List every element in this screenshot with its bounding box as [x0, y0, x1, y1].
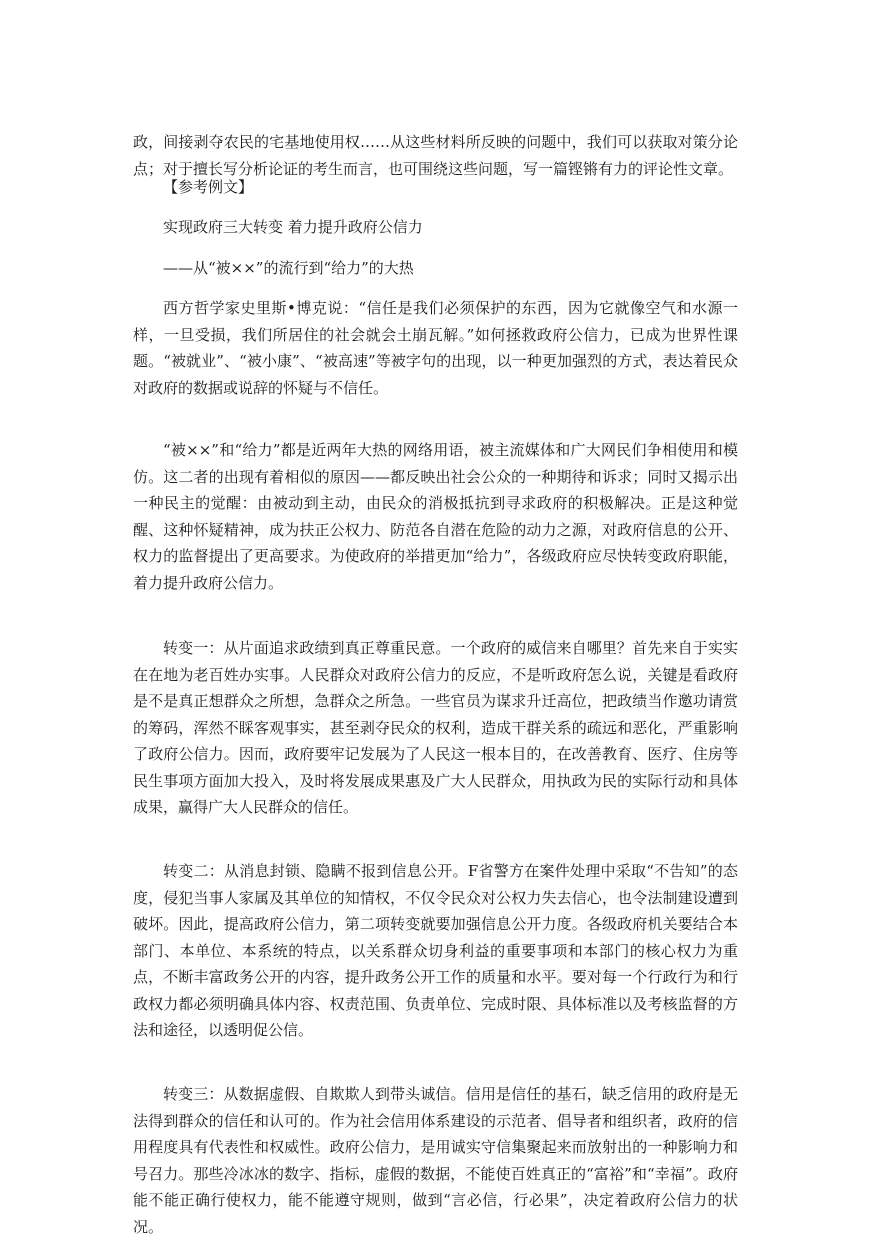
paragraph-change-one: 转变一：从片面追求政绩到真正尊重民意。一个政府的威信来自哪里？首先来自于实实在在地为老百姓办实事。人民群众对政府公信力的反应，不是听政府怎么说，关键是看政府是不是真正想群众之所想，急群众之所急。一些官员为谋求升迁高位，把政绩当作邀功请赏的筹码，浑然不睬客观事实，甚至剥夺民众的权利，造成干群关系的疏远和恶化，严重影响了政府公信力。因而，政府要牢记发展为了人民这一根本目的，在改善教育、医疗、住房等民生事项方面加大投入，及时将发展成果惠及广大人民群众，用执政为民的实际行动和具体成果，赢得广大人民群众的信任。	[133, 639, 738, 816]
paragraph-change-two: 转变二：从消息封锁、隐瞒不报到信息公开。F省警方在案件处理中采取“不告知”的态度，侵犯当事人家属及其单位的知情权，不仅令民众对公权力失去信心，也令法制建设遭到破坏。因此，提高政府公信力，第二项转变就要加强信息公开力度。各级政府机关要结合本部门、本单位、本系统的特点，以关系群众切身利益的重要事项和本部门的核心权力为重点，不断丰富政务公开的内容，提升政务公开工作的质量和水平。要对每一个行政行为和行政权力都必须明确具体内容、权责范围、负责单位、完成时限、具体标准以及考核监督的方法和途径，以透明促公信。	[133, 862, 738, 1039]
intro-paragraph: 政，间接剥夺农民的宅基地使用权……从这些材料所反映的问题中，我们可以获取对策分论点；对于擅长写分析论证的考生而言，也可围绕这些问题，写一篇铿锵有力的评论性文章。	[133, 133, 738, 178]
essay-title: 实现政府三大转变 着力提升政府公信力	[163, 218, 423, 236]
essay-subtitle: ——从“被××”的流行到“给力”的大热	[163, 259, 414, 277]
paragraph-change-three: 转变三：从数据虚假、自欺欺人到带头诚信。信用是信任的基石，缺乏信用的政府是无法得到群众的信任和认可的。作为社会信用体系建设的示范者、倡导者和组织者，政府的信用程度具有代表性和权威性。政府公信力，是用诚实守信集聚起来而放射出的一种影响力和号召力。那些冷冰冰的数字、指标，虚假的数据，不能使百姓真正的“富裕”和“幸福”。政府能不能正确行使权力，能不能遵守规则，做到“言必信，行必果”，决定着政府公信力的状况。	[133, 1085, 738, 1236]
section-label: 【参考例文】	[163, 178, 254, 196]
paragraph-intro-quote: 西方哲学家史里斯•博克说：“信任是我们必须保护的东西，因为它就像空气和水源一样，一旦受损，我们所居住的社会就会土崩瓦解。”如何拯救政府公信力，已成为世界性课题。“被就业”、“被小康”、“被高速”等被字句的出现，以一种更加强烈的方式，表达着民众对政府的数据或说辞的怀疑与不信任。	[133, 299, 738, 397]
paragraph-buzzwords: “被××”和“给力”都是近两年大热的网络用语，被主流媒体和广大网民们争相使用和模仿。这二者的出现有着相似的原因——都反映出社会公众的一种期待和诉求；同时又揭示出一种民主的觉醒：由被动到主动，由民众的消极抵抗到寻求政府的积极解决。正是这种觉醒、这种怀疑精神，成为扶正公权力、防范各自潜在危险的动力之源，对政府信息的公开、权力的监督提出了更高要求。为使政府的举措更加“给力”，各级政府应尽快转变政府职能，着力提升政府公信力。	[133, 441, 738, 592]
